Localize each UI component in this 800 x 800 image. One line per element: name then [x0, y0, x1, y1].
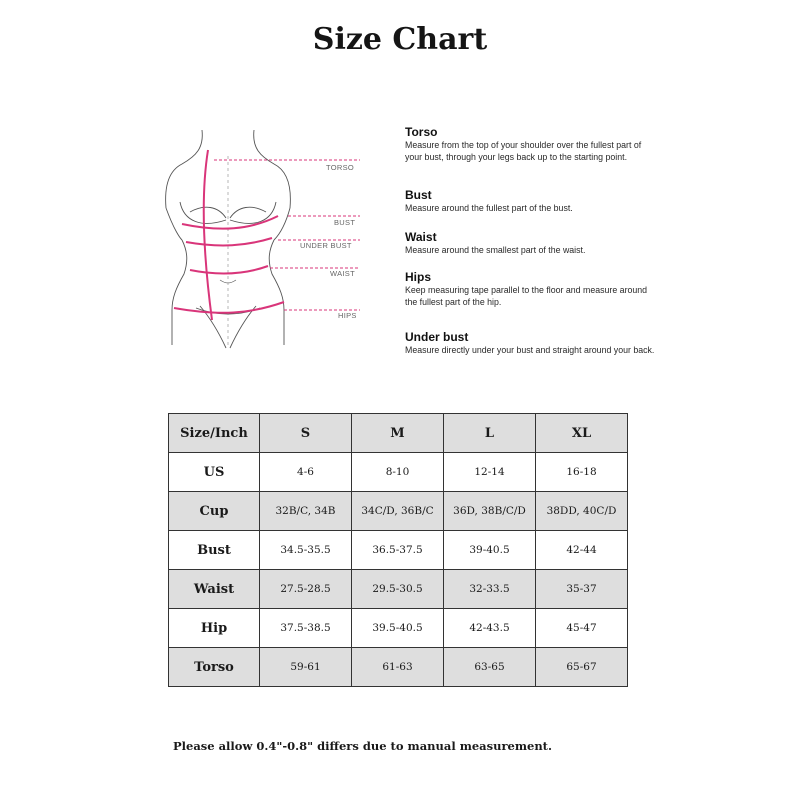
table-cell: 36D, 38B/C/D: [444, 492, 536, 531]
table-cell: 63-65: [444, 648, 536, 687]
table-cell: 36.5-37.5: [352, 531, 444, 570]
table-cell: 39-40.5: [444, 531, 536, 570]
table-cell: 8-10: [352, 453, 444, 492]
table-cell: 12-14: [444, 453, 536, 492]
guide-waist: [405, 230, 655, 257]
table-cell: 45-47: [536, 609, 628, 648]
table-cell: 37.5-38.5: [260, 609, 352, 648]
body-measurement-figure: [160, 120, 375, 360]
row-label: Hip: [169, 609, 260, 648]
table-row: [169, 648, 628, 687]
table-header-row: [169, 414, 628, 453]
table-cell: 29.5-30.5: [352, 570, 444, 609]
row-label: Waist: [169, 570, 260, 609]
guide-under-bust: [405, 330, 655, 357]
table-cell: 34C/D, 36B/C: [352, 492, 444, 531]
table-cell: 39.5-40.5: [352, 609, 444, 648]
guide-heading: Under bust: [405, 330, 469, 344]
measuring-tape: [174, 150, 284, 320]
size-table: [168, 413, 628, 687]
guide-bust: [405, 188, 655, 215]
guide-heading: Bust: [405, 188, 432, 202]
hips-tape: [174, 302, 284, 313]
table-header-cell: M: [352, 414, 444, 453]
table-header-cell: L: [444, 414, 536, 453]
under-bust-tape: [186, 238, 272, 245]
table-cell: 65-67: [536, 648, 628, 687]
table-cell: 42-44: [536, 531, 628, 570]
row-label: Bust: [169, 531, 260, 570]
table-cell: 27.5-28.5: [260, 570, 352, 609]
guide-text: Measure from the top of your shoulder over the fullest part of your bust, through your legs back up to the starting point.: [405, 140, 642, 162]
table-cell: 34.5-35.5: [260, 531, 352, 570]
guide-text: Measure around the fullest part of the bust.: [405, 203, 573, 213]
guide-heading: Hips: [405, 270, 432, 284]
guide-text: Keep measuring tape parallel to the floor and measure around the fullest part of the hip.: [405, 285, 648, 307]
table-header-cell: XL: [536, 414, 628, 453]
page-title: Size Chart: [312, 22, 488, 57]
under-bust-label: UNDER BUST: [300, 241, 352, 250]
guide-heading: Torso: [405, 125, 438, 139]
table-row: [169, 570, 628, 609]
guide-text: Measure directly under your bust and straight around your back.: [405, 345, 655, 355]
guide-text: Measure around the smallest part of the waist.: [405, 245, 586, 255]
table-header-cell: S: [260, 414, 352, 453]
row-label: Torso: [169, 648, 260, 687]
hips-label: HIPS: [338, 311, 357, 320]
guide-torso: [405, 125, 655, 163]
waist-label: WAIST: [330, 269, 355, 278]
table-cell: 32B/C, 34B: [260, 492, 352, 531]
torso-label: TORSO: [326, 163, 355, 172]
row-label: US: [169, 453, 260, 492]
guide-hips: [405, 270, 655, 308]
table-cell: 61-63: [352, 648, 444, 687]
table-row: [169, 531, 628, 570]
table-cell: 59-61: [260, 648, 352, 687]
table-cell: 32-33.5: [444, 570, 536, 609]
table-cell: 16-18: [536, 453, 628, 492]
table-row: [169, 492, 628, 531]
table-row: [169, 453, 628, 492]
table-cell: 4-6: [260, 453, 352, 492]
table-cell: 35-37: [536, 570, 628, 609]
table-cell: 38DD, 40C/D: [536, 492, 628, 531]
guide-heading: Waist: [405, 230, 437, 244]
torso-tape: [204, 150, 212, 320]
waist-tape: [190, 266, 268, 273]
pointer-lines: [214, 160, 360, 310]
table-header-cell: Size/Inch: [169, 414, 260, 453]
bust-label: BUST: [334, 218, 356, 227]
measurement-note: Please allow 0.4"-0.8" differs due to manual measurement.: [173, 739, 553, 753]
row-label: Cup: [169, 492, 260, 531]
table-cell: 42-43.5: [444, 609, 536, 648]
table-row: [169, 609, 628, 648]
